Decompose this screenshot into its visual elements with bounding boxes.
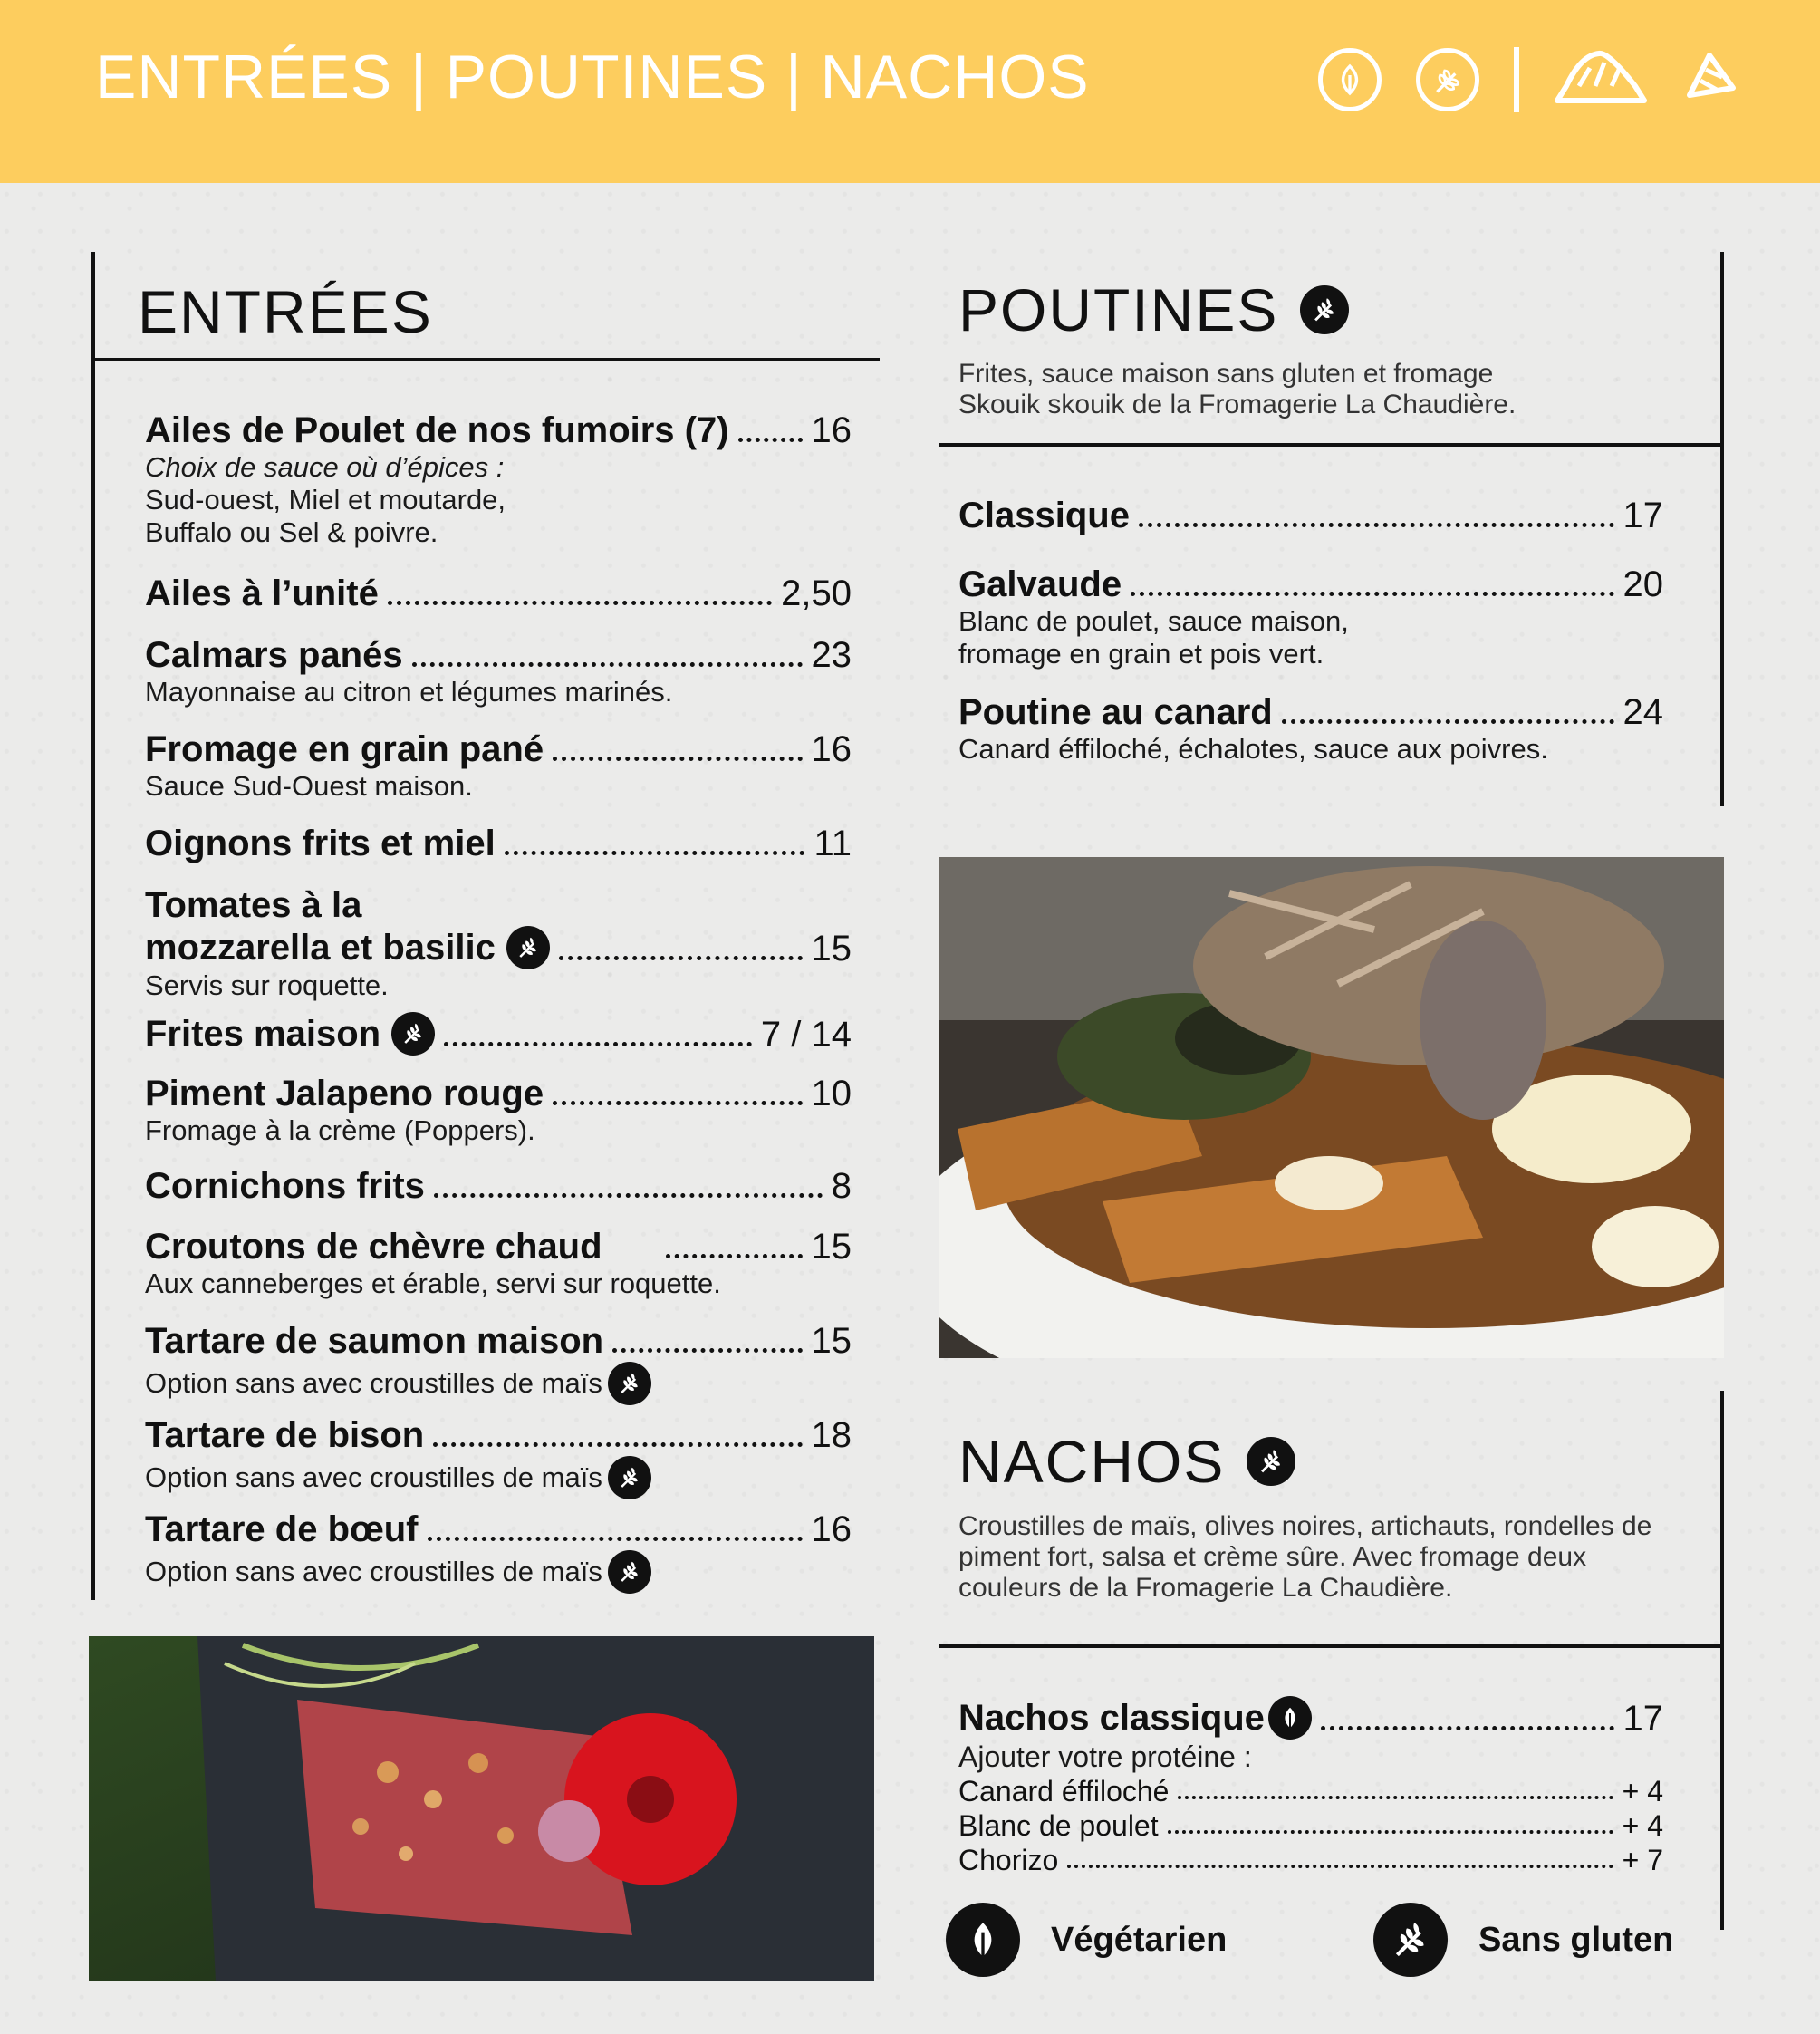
dot-leader [553, 757, 802, 761]
poutines-title-rule [939, 443, 1724, 447]
item-description: Sauce Sud-Ouest maison. [145, 770, 473, 802]
dot-leader [553, 1101, 802, 1105]
menu-item [958, 495, 1663, 536]
protein-row [958, 1843, 1663, 1877]
item-price: 2,50 [781, 574, 852, 613]
item-price: 16 [811, 729, 852, 769]
item-name: Ailes à l’unité [145, 574, 379, 613]
gluten-free-icon [608, 1550, 651, 1594]
menu-item [145, 1226, 852, 1300]
dot-leader [1168, 1830, 1613, 1834]
item-name: Galvaude [958, 564, 1122, 604]
item-price: 11 [814, 824, 852, 863]
dot-leader [388, 601, 772, 605]
gluten-free-icon [391, 1012, 435, 1056]
item-name: Calmars panés [145, 635, 403, 675]
dot-leader [1067, 1865, 1613, 1868]
dot-leader [612, 1348, 802, 1353]
nachos-title-text: NACHOS [958, 1428, 1226, 1495]
dot-leader [559, 956, 803, 960]
vegetarian-icon [1318, 48, 1382, 111]
item-price: 18 [811, 1415, 852, 1455]
poutine-bowl-icon [1554, 50, 1648, 111]
legend-gluten-free-label: Sans gluten [1478, 1920, 1674, 1959]
item-name: Ailes de Poulet de nos fumoirs (7) [145, 410, 729, 450]
item-description: Servis sur roquette. [145, 969, 389, 1001]
top-banner [0, 0, 1820, 183]
gluten-free-icon [1416, 48, 1479, 111]
item-description: Canard éffiloché, échalotes, sauce aux poivres. [958, 733, 1548, 765]
vegetarian-icon [946, 1903, 1020, 1977]
item-price: 24 [1623, 692, 1663, 732]
item-name: Nachos classique [958, 1698, 1265, 1738]
item-description: Sud-ouest, Miel et moutarde, [145, 484, 506, 516]
protein-name: Blanc de poulet [958, 1809, 1159, 1842]
item-name: Tartare de bœuf [145, 1509, 419, 1549]
gluten-free-icon [608, 1456, 651, 1499]
menu-item [145, 1509, 852, 1594]
menu-item [145, 823, 852, 864]
banner-icons [1318, 47, 1738, 112]
dot-leader [1131, 592, 1613, 596]
item-price: 15 [811, 929, 852, 969]
menu-item [145, 728, 852, 803]
legend-gluten-free [1373, 1903, 1673, 1977]
item-description: Option sans avec croustilles de maïs [145, 1461, 602, 1493]
item-description: Mayonnaise au citron et légumes marinés. [145, 676, 673, 708]
poutines-title [958, 275, 1349, 344]
item-name: Frites maison [145, 1014, 381, 1054]
menu-item [145, 1073, 852, 1147]
dot-leader [433, 1442, 802, 1447]
protein-row [958, 1808, 1663, 1843]
nachos-description-line: piment fort, salsa et crème sûre. Avec fromage deux [958, 1542, 1587, 1572]
item-price: 10 [811, 1074, 852, 1113]
item-description: Fromage à la crème (Poppers). [145, 1114, 535, 1146]
protein-name: Chorizo [958, 1844, 1059, 1876]
nachos-description-line: couleurs de la Fromagerie La Chaudière. [958, 1573, 1453, 1603]
item-price: 17 [1623, 496, 1663, 535]
dot-leader [1178, 1796, 1613, 1799]
dot-leader [434, 1193, 823, 1198]
menu-item [958, 564, 1663, 670]
poutine-photo [939, 857, 1724, 1358]
item-description: Option sans avec croustilles de maïs [145, 1367, 602, 1399]
item-name: Cornichons frits [145, 1166, 425, 1206]
nachos-chip-icon [1682, 50, 1738, 111]
menu-item [145, 410, 852, 549]
item-price: 8 [831, 1166, 852, 1206]
item-name: Piment Jalapeno rouge [145, 1074, 544, 1113]
protein-price: + 4 [1622, 1775, 1663, 1807]
item-description: Blanc de poulet, sauce maison, [958, 605, 1349, 637]
item-name: Tartare de bison [145, 1415, 425, 1455]
dot-leader [505, 851, 805, 855]
gluten-free-icon [608, 1362, 651, 1405]
protein-price: + 4 [1622, 1809, 1663, 1842]
menu-item [145, 1165, 852, 1207]
item-price: 16 [811, 410, 852, 450]
menu-item [958, 691, 1663, 766]
item-name: mozzarella et basilic [145, 928, 496, 968]
item-price: 15 [811, 1321, 852, 1361]
gluten-free-icon [1373, 1903, 1448, 1977]
nachos-right-rule [1720, 1391, 1724, 1930]
dot-leader [428, 1537, 803, 1541]
nachos-description-line: Croustilles de maïs, olives noires, artichauts, rondelles de [958, 1511, 1652, 1541]
protein-name: Canard éffiloché [958, 1775, 1170, 1807]
poutines-title-text: POUTINES [958, 276, 1279, 343]
nachos-title-rule [939, 1644, 1724, 1648]
poutines-description-line: Skouik skouik de la Fromagerie La Chaudière. [958, 390, 1517, 419]
item-name: Poutine au canard [958, 692, 1273, 732]
dot-leader [738, 438, 803, 442]
dot-leader [1282, 719, 1614, 724]
item-description: Aux canneberges et érable, servi sur roquette. [145, 1268, 721, 1299]
item-description: Option sans avec croustilles de maïs [145, 1556, 602, 1587]
menu-item [145, 884, 852, 1002]
vegetarian-icon [1268, 1696, 1312, 1740]
gluten-free-icon [1247, 1437, 1295, 1486]
banner-separator [1514, 47, 1519, 112]
dot-leader [1321, 1726, 1614, 1730]
entrees-title-rule [91, 358, 880, 361]
poutines-description-line: Frites, sauce maison sans gluten et fromage [958, 359, 1494, 389]
poutines-right-rule [1720, 252, 1724, 806]
item-price: 15 [811, 1227, 852, 1267]
dot-leader [444, 1042, 752, 1046]
menu-item [145, 634, 852, 709]
dot-leader [666, 1254, 803, 1258]
item-price: 23 [811, 635, 852, 675]
menu-item [145, 573, 852, 614]
entrees-title [138, 277, 433, 346]
item-price: 7 / 14 [760, 1015, 852, 1055]
protein-row [958, 1774, 1663, 1808]
protein-price: + 7 [1622, 1844, 1663, 1876]
menu-item [145, 1414, 852, 1499]
menu-item [145, 1012, 852, 1056]
nachos-title [958, 1427, 1295, 1496]
menu-item [958, 1696, 1663, 1877]
item-name: Croutons de chèvre chaud [145, 1227, 602, 1267]
item-price: 20 [1623, 564, 1663, 604]
item-name: Oignons frits et miel [145, 824, 496, 863]
gluten-free-icon [506, 926, 550, 969]
tartare-photo [89, 1636, 874, 1981]
item-name: Classique [958, 496, 1130, 535]
poutines-description [958, 359, 1701, 420]
entrees-left-rule [91, 252, 95, 1600]
item-name: Tartare de saumon maison [145, 1321, 604, 1361]
menu-item [145, 1320, 852, 1405]
gluten-free-icon [1300, 285, 1349, 334]
item-description: Buffalo ou Sel & poivre. [145, 516, 438, 548]
item-name: Fromage en grain pané [145, 729, 544, 769]
banner-title: ENTRÉES | POUTINES | NACHOS [95, 43, 1090, 111]
item-price: 17 [1623, 1699, 1663, 1739]
dot-leader [412, 662, 803, 667]
item-description-italic: Choix de sauce où d’épices : [145, 451, 505, 483]
dot-leader [1139, 523, 1614, 527]
entrees-title-text: ENTRÉES [138, 278, 433, 345]
legend-vegetarian-label: Végétarien [1051, 1920, 1228, 1959]
legend-vegetarian [946, 1903, 1227, 1977]
nachos-description [958, 1511, 1719, 1604]
protein-label: Ajouter votre protéine : [958, 1740, 1252, 1773]
item-price: 16 [811, 1509, 852, 1549]
item-description: fromage en grain et pois vert. [958, 638, 1324, 670]
item-name-line1: Tomates à la [145, 885, 362, 925]
